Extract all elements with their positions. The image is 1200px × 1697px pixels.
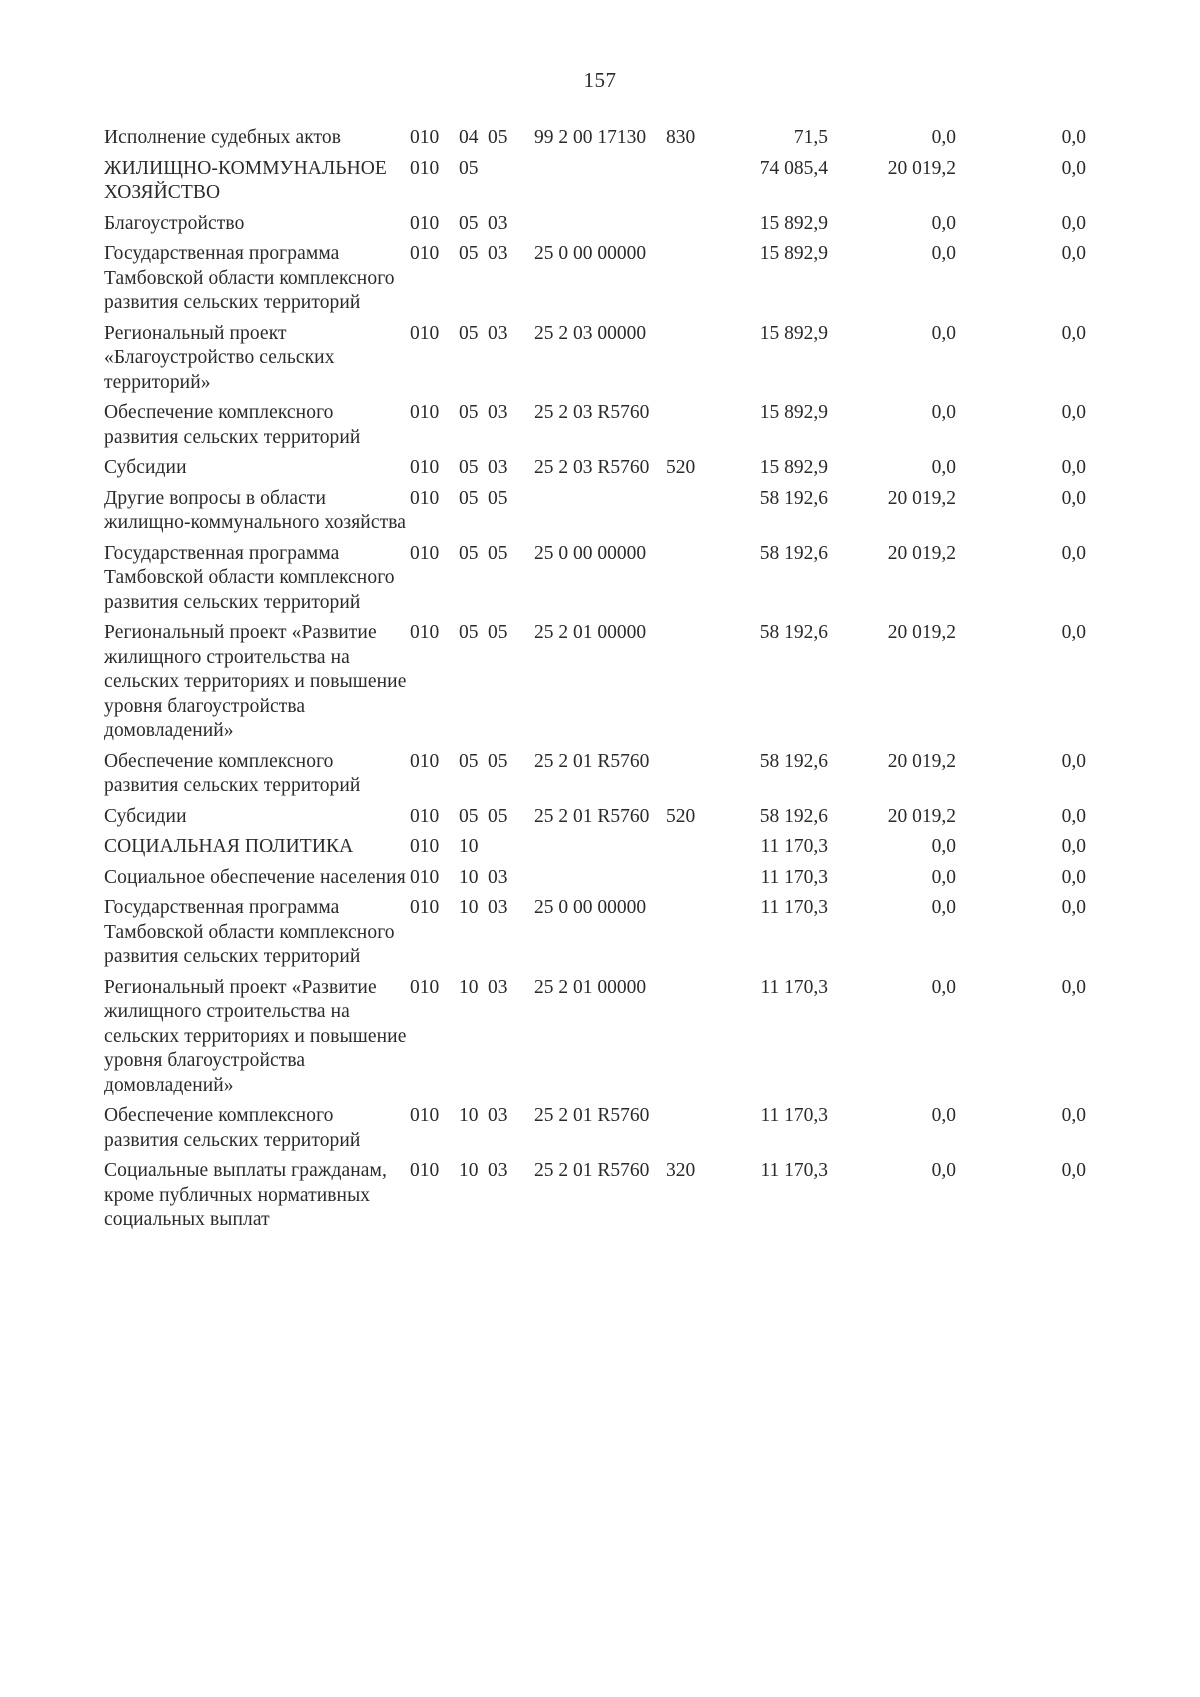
row-target-code: 25 0 00 00000: [534, 243, 647, 264]
row-sum-3: 0,0: [1061, 542, 1086, 564]
row-name: Обеспечение комплексного развития сельских территорий: [104, 750, 361, 796]
row-sum-2: 0,0: [931, 322, 956, 344]
row-ministry: 010: [410, 622, 440, 643]
row-target-code: 25 2 01 R5760: [534, 750, 650, 772]
row-sum-2: 20 019,2: [887, 487, 956, 509]
row-sum-1: 11 170,3: [760, 897, 828, 918]
row-expense-type: 520: [666, 805, 696, 827]
row-section: 05: [459, 157, 479, 179]
row-subsection: 03: [488, 402, 508, 423]
row-sum-2: 0,0: [931, 836, 956, 857]
row-name: Субсидии: [104, 457, 187, 478]
row-sum-1: 15 892,9: [759, 322, 828, 344]
row-name: Благоустройство: [104, 212, 245, 234]
row-sum-1: 11 170,3: [760, 836, 828, 857]
row-name: Исполнение судебных актов: [104, 127, 342, 148]
row-sum-3: 0,0: [1061, 127, 1086, 148]
table-row: [104, 456, 1190, 487]
row-section: 05: [459, 805, 479, 827]
row-section: 04: [459, 127, 479, 148]
row-name: Государственная программа Тамбовской области комплексного развития сельских территорий: [104, 243, 395, 313]
row-section: 10: [459, 1160, 479, 1181]
row-sum-3: 0,0: [1061, 1160, 1086, 1181]
row-name: Региональный проект «Благоустройство сельских территорий»: [104, 322, 335, 393]
row-sum-3: 0,0: [1061, 622, 1086, 643]
row-sum-1: 15 892,9: [759, 457, 828, 478]
row-ministry: 010: [410, 402, 440, 423]
row-ministry: 010: [410, 487, 440, 509]
row-sum-3: 0,0: [1061, 750, 1086, 772]
row-target-code: 25 2 01 00000: [534, 622, 647, 643]
row-target-code: 25 2 03 R5760: [534, 457, 650, 478]
row-ministry: 010: [410, 1160, 440, 1181]
row-sum-3: 0,0: [1061, 866, 1086, 888]
row-name: Социальные выплаты гражданам, кроме публичных нормативных социальных выплат: [104, 1160, 387, 1230]
page-number: 157: [583, 68, 617, 92]
row-subsection: 03: [488, 976, 508, 998]
row-sum-3: 0,0: [1061, 402, 1086, 423]
row-sum-2: 20 019,2: [887, 622, 956, 643]
table-row: [104, 322, 1190, 402]
row-section: 05: [459, 322, 479, 344]
row-sum-1: 11 170,3: [760, 1105, 828, 1126]
row-target-code: 25 0 00 00000: [534, 542, 647, 564]
table-row: [104, 542, 1190, 622]
table-row: [104, 896, 1190, 976]
table-row: [104, 126, 1190, 157]
row-target-code: 25 0 00 00000: [534, 897, 647, 918]
row-ministry: 010: [410, 750, 440, 772]
row-name: ЖИЛИЩНО-КОММУНАЛЬНОЕ ХОЗЯЙСТВО: [104, 157, 387, 203]
row-expense-type: 830: [666, 127, 696, 148]
row-ministry: 010: [410, 157, 440, 179]
row-section: 05: [459, 487, 479, 509]
row-ministry: 010: [410, 457, 440, 478]
row-sum-2: 20 019,2: [887, 157, 956, 179]
row-subsection: 05: [488, 127, 508, 148]
row-section: 05: [459, 622, 479, 643]
row-sum-3: 0,0: [1061, 243, 1086, 264]
row-sum-2: 0,0: [931, 1160, 956, 1181]
row-sum-2: 0,0: [931, 243, 956, 264]
row-target-code: 25 2 01 R5760: [534, 1105, 650, 1126]
row-target-code: 25 2 01 00000: [534, 976, 647, 998]
row-subsection: 03: [488, 212, 508, 234]
row-sum-1: 15 892,9: [759, 243, 828, 264]
row-section: 05: [459, 542, 479, 564]
row-subsection: 03: [488, 243, 508, 264]
row-subsection: 03: [488, 322, 508, 344]
row-name: Другие вопросы в области жилищно-коммунального хозяйства: [104, 487, 407, 533]
table-row: [104, 750, 1190, 805]
row-name: Государственная программа Тамбовской области комплексного развития сельских территорий: [104, 542, 395, 613]
row-sum-1: 58 192,6: [759, 487, 828, 509]
row-sum-1: 15 892,9: [759, 212, 828, 234]
row-ministry: 010: [410, 127, 440, 148]
row-ministry: 010: [410, 212, 440, 234]
row-sum-2: 0,0: [931, 866, 956, 888]
row-name: Региональный проект «Развитие жилищного строительства на сельских территориях и повышение уровня благоустройства домовладений»: [104, 622, 407, 741]
row-subsection: 03: [488, 1105, 508, 1126]
row-ministry: 010: [410, 322, 440, 344]
row-sum-3: 0,0: [1061, 157, 1086, 179]
row-subsection: 05: [488, 805, 508, 827]
row-name: Обеспечение комплексного развития сельских территорий: [104, 402, 361, 448]
table-row: [104, 487, 1190, 542]
row-sum-2: 0,0: [931, 457, 956, 478]
budget-table: [104, 126, 1190, 1239]
row-ministry: 010: [410, 866, 440, 888]
row-ministry: 010: [410, 243, 440, 264]
table-row: [104, 621, 1190, 750]
row-sum-1: 11 170,3: [760, 1160, 828, 1181]
row-subsection: 05: [488, 622, 508, 643]
row-ministry: 010: [410, 1105, 440, 1126]
table-row: [104, 1159, 1190, 1239]
row-sum-1: 71,5: [793, 127, 828, 148]
table-row: [104, 976, 1190, 1105]
row-sum-3: 0,0: [1061, 487, 1086, 509]
row-section: 10: [459, 976, 479, 998]
row-sum-1: 15 892,9: [759, 402, 828, 423]
table-row: [104, 157, 1190, 212]
row-sum-2: 20 019,2: [887, 542, 956, 564]
row-sum-2: 20 019,2: [887, 750, 956, 772]
row-ministry: 010: [410, 542, 440, 564]
row-sum-2: 0,0: [931, 897, 956, 918]
row-ministry: 010: [410, 976, 440, 998]
row-sum-2: 0,0: [931, 212, 956, 234]
table-row: [104, 1104, 1190, 1159]
table-row: [104, 212, 1190, 243]
row-ministry: 010: [410, 836, 440, 857]
row-target-code: 25 2 01 R5760: [534, 805, 650, 827]
row-name: СОЦИАЛЬНАЯ ПОЛИТИКА: [104, 836, 354, 857]
row-section: 10: [459, 836, 479, 857]
row-sum-1: 58 192,6: [759, 750, 828, 772]
row-sum-3: 0,0: [1061, 322, 1086, 344]
table-row: [104, 805, 1190, 836]
row-target-code: 25 2 03 00000: [534, 322, 647, 344]
row-name: Региональный проект «Развитие жилищного строительства на сельских территориях и повышение уровня благоустройства домовладений»: [104, 976, 407, 1096]
table-row: [104, 866, 1190, 897]
row-sum-2: 0,0: [931, 127, 956, 148]
row-section: 10: [459, 866, 479, 888]
table-row: [104, 401, 1190, 456]
row-subsection: 03: [488, 1160, 508, 1181]
row-sum-2: 0,0: [931, 1105, 956, 1126]
row-sum-1: 58 192,6: [759, 542, 828, 564]
row-section: 10: [459, 1105, 479, 1126]
row-expense-type: 320: [666, 1160, 696, 1181]
row-name: Субсидии: [104, 805, 187, 827]
row-sum-2: 0,0: [931, 976, 956, 998]
row-name: Обеспечение комплексного развития сельских территорий: [104, 1105, 361, 1151]
row-sum-1: 74 085,4: [759, 157, 828, 179]
row-target-code: 99 2 00 17130: [534, 127, 647, 148]
row-subsection: 05: [488, 542, 508, 564]
table-row: [104, 242, 1190, 322]
row-sum-3: 0,0: [1061, 212, 1086, 234]
row-section: 05: [459, 750, 479, 772]
row-name: Социальное обеспечение населения: [104, 866, 406, 888]
row-name: Государственная программа Тамбовской области комплексного развития сельских территорий: [104, 897, 395, 967]
row-subsection: 03: [488, 897, 508, 918]
row-sum-1: 58 192,6: [759, 622, 828, 643]
row-section: 10: [459, 897, 479, 918]
row-target-code: 25 2 03 R5760: [534, 402, 650, 423]
row-sum-3: 0,0: [1061, 976, 1086, 998]
row-section: 05: [459, 243, 479, 264]
row-sum-3: 0,0: [1061, 1105, 1086, 1126]
row-ministry: 010: [410, 805, 440, 827]
row-section: 05: [459, 212, 479, 234]
row-section: 05: [459, 402, 479, 423]
row-subsection: 03: [488, 457, 508, 478]
row-sum-1: 11 170,3: [760, 976, 828, 998]
row-section: 05: [459, 457, 479, 478]
row-sum-1: 58 192,6: [759, 805, 828, 827]
row-sum-3: 0,0: [1061, 836, 1086, 857]
row-sum-2: 20 019,2: [887, 805, 956, 827]
row-sum-2: 0,0: [931, 402, 956, 423]
row-sum-3: 0,0: [1061, 457, 1086, 478]
row-subsection: 03: [488, 866, 508, 888]
table-row: [104, 835, 1190, 866]
row-ministry: 010: [410, 897, 440, 918]
row-subsection: 05: [488, 750, 508, 772]
row-subsection: 05: [488, 487, 508, 509]
row-sum-3: 0,0: [1061, 805, 1086, 827]
row-sum-3: 0,0: [1061, 897, 1086, 918]
row-target-code: 25 2 01 R5760: [534, 1160, 650, 1181]
row-expense-type: 520: [666, 457, 696, 478]
row-sum-1: 11 170,3: [760, 866, 828, 888]
